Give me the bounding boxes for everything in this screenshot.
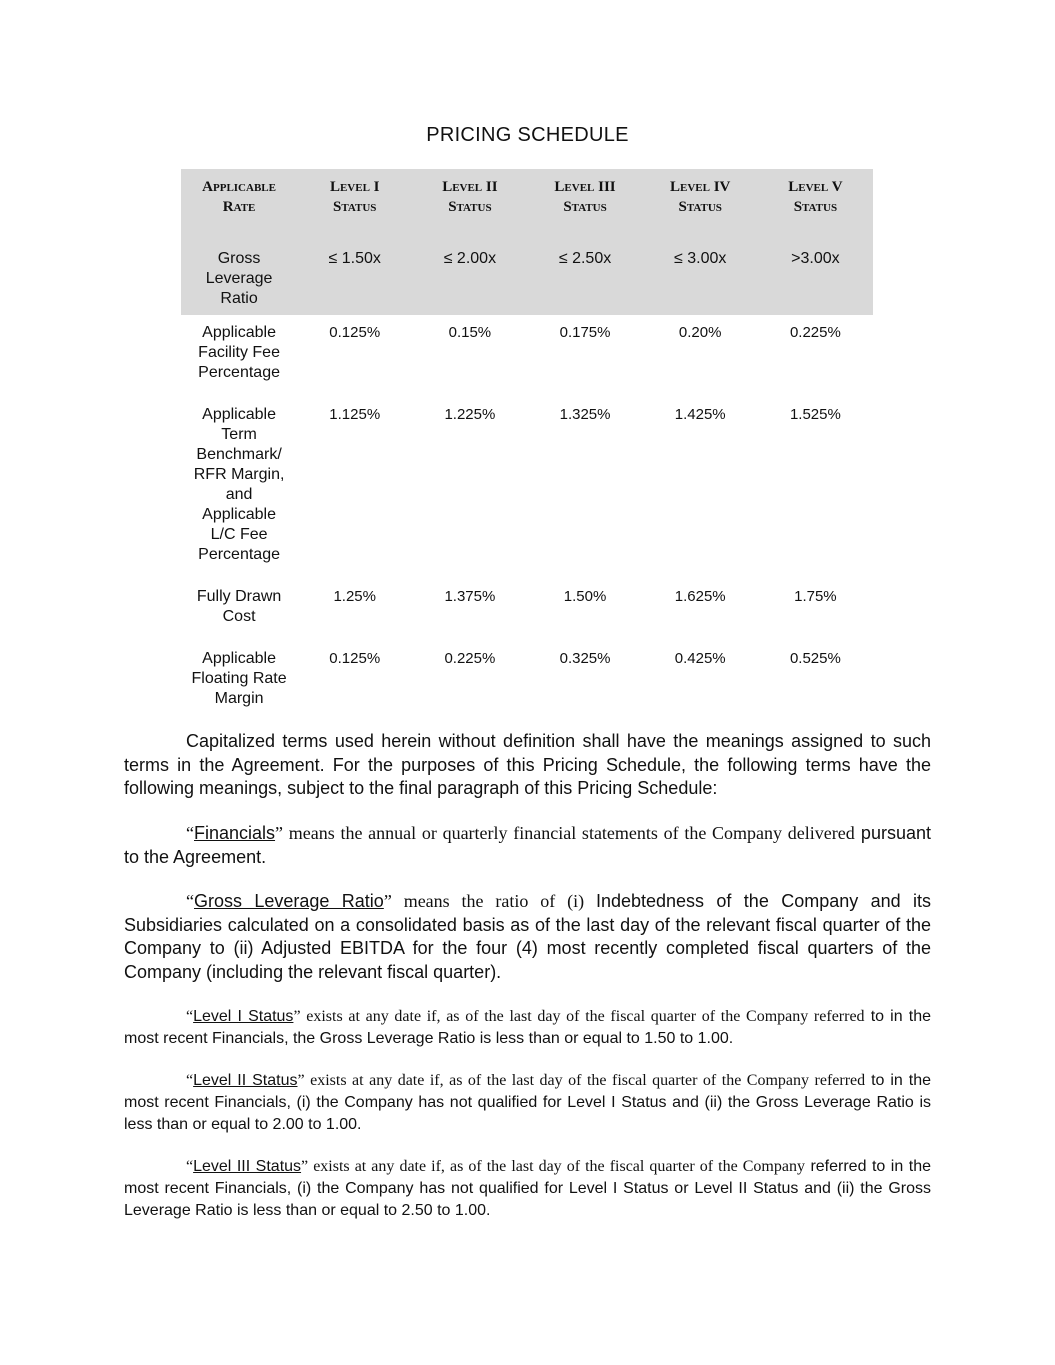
table-cell: 1.325% bbox=[559, 406, 611, 423]
row-label: Applicable Term Benchmark/ RFR Margin, and Applicable L/C Fee Percentage bbox=[193, 406, 285, 563]
table-header-row bbox=[181, 169, 873, 249]
table-cell: 1.375% bbox=[444, 588, 496, 605]
close-quote: ” bbox=[301, 1158, 309, 1175]
page-title: PRICING SCHEDULE bbox=[426, 124, 629, 146]
table-cell: ≤ 2.50x bbox=[527, 249, 642, 315]
table-row-fully-drawn-cost bbox=[181, 579, 873, 641]
table-row-facility-fee bbox=[181, 315, 873, 397]
definition-level-2-status bbox=[124, 1070, 931, 1136]
close-quote: ” bbox=[297, 1072, 305, 1089]
row-label: Applicable Floating Rate Margin bbox=[191, 650, 287, 707]
table-cell: ≤ 1.50x bbox=[297, 249, 412, 315]
definition-text-serif: means the ratio of (i) bbox=[391, 891, 596, 911]
open-quote: “ bbox=[186, 823, 194, 843]
table-cell: ≤ 3.00x bbox=[643, 249, 758, 315]
table-cell: 1.525% bbox=[789, 406, 841, 423]
table-cell: 0.125% bbox=[329, 650, 381, 667]
table-row-floating-rate-margin bbox=[181, 641, 873, 723]
definition-text-serif: exists at any date if, as of the last day of the fiscal quarter of the Company bbox=[308, 1158, 805, 1175]
table-cell: ≤ 2.00x bbox=[412, 249, 527, 315]
row-label: Applicable Facility Fee Percentage bbox=[198, 324, 280, 381]
table-row-gross-leverage bbox=[181, 249, 873, 315]
table-cell: 1.25% bbox=[333, 588, 376, 605]
definition-text: Indebtedness of the Company and its Subsidiaries calculated on a consolidated basis as of the last day of the relevant fiscal quarter of the Company to (ii) Adjusted EBITDA for the four (4) most recently completed fiscal quarters of the Company (including the relevant fiscal quarter). bbox=[124, 891, 931, 982]
definition-level-3-status bbox=[124, 1156, 931, 1222]
table-cell: 1.125% bbox=[329, 406, 381, 423]
defined-term: Level II Status bbox=[193, 1072, 298, 1089]
intro-paragraph: Capitalized terms used herein without definition shall have the meanings assigned to such terms in the Agreement. For the purposes of this Pricing Schedule, the following terms have the following meanings, subject to the final paragraph of this Pricing Schedule: bbox=[124, 731, 931, 798]
definition-text: to in the most recent Financials, (i) the Company has not qualified for Level I Status and (ii) the Gross Leverage Ratio is less than or equal to 2.00 to 1.00. bbox=[124, 1072, 932, 1133]
pricing-table bbox=[181, 169, 873, 723]
table-cell: >3.00x bbox=[758, 249, 873, 315]
close-quote: ” bbox=[383, 891, 392, 911]
definition-text-serif: means the annual or quarterly financial statements of the Company delivered bbox=[283, 823, 855, 843]
definition-text: referred to in the most recent Financials, (i) the Company has not qualified for Level I Status or Level II Status and (ii) the Gross Leverage Ratio is less than or equal to 2.50 to 1.00. bbox=[124, 1158, 931, 1219]
open-quote: “ bbox=[186, 1008, 194, 1025]
header-level-2: Level II Status bbox=[412, 169, 527, 249]
close-quote: ” bbox=[275, 823, 284, 843]
table-cell: 1.75% bbox=[794, 588, 837, 605]
table-cell: 0.20% bbox=[678, 324, 722, 341]
table-cell: 0.225% bbox=[444, 650, 496, 667]
table-row-term-benchmark bbox=[181, 397, 873, 579]
table-cell: 0.425% bbox=[674, 650, 726, 667]
defined-term: Financials bbox=[194, 823, 276, 843]
header-level-5: Level V Status bbox=[758, 169, 873, 249]
row-label: Gross Leverage Ratio bbox=[181, 249, 297, 315]
row-label: Fully Drawn Cost bbox=[196, 588, 282, 625]
table-cell: 1.225% bbox=[444, 406, 496, 423]
definition-text: pursuant to the Agreement. bbox=[124, 823, 931, 867]
open-quote: “ bbox=[186, 1158, 194, 1175]
close-quote: ” bbox=[293, 1008, 301, 1025]
open-quote: “ bbox=[186, 1072, 194, 1089]
table-cell: 0.325% bbox=[559, 650, 611, 667]
table-cell: 0.175% bbox=[559, 324, 611, 341]
header-level-3: Level III Status bbox=[527, 169, 642, 249]
table-cell: 1.625% bbox=[674, 588, 726, 605]
definition-gross-leverage-ratio bbox=[124, 890, 931, 984]
defined-term: Level I Status bbox=[193, 1008, 294, 1025]
table-cell: 1.50% bbox=[563, 588, 607, 605]
table-cell: 1.425% bbox=[674, 406, 726, 423]
definition-text: to in the most recent Financials, the Gross Leverage Ratio is less than or equal to 1.50 to 1.00. bbox=[124, 1008, 932, 1047]
table-cell: 0.125% bbox=[329, 324, 381, 341]
table-cell: 0.225% bbox=[789, 324, 841, 341]
defined-term: Gross Leverage Ratio bbox=[194, 891, 384, 911]
definition-financials bbox=[124, 822, 931, 869]
header-applicable-rate: Applicable Rate bbox=[181, 169, 297, 249]
table-cell: 0.525% bbox=[789, 650, 841, 667]
header-level-4: Level IV Status bbox=[643, 169, 758, 249]
definition-text-serif: exists at any date if, as of the last day of the fiscal quarter of the Company referred bbox=[300, 1008, 865, 1025]
open-quote: “ bbox=[186, 891, 194, 911]
definition-text-serif: exists at any date if, as of the last day of the fiscal quarter of the Company referred bbox=[304, 1072, 866, 1089]
defined-term: Level III Status bbox=[193, 1158, 302, 1175]
header-level-1: Level I Status bbox=[297, 169, 412, 249]
definition-level-1-status bbox=[124, 1006, 931, 1050]
table-cell: 0.15% bbox=[448, 324, 492, 341]
